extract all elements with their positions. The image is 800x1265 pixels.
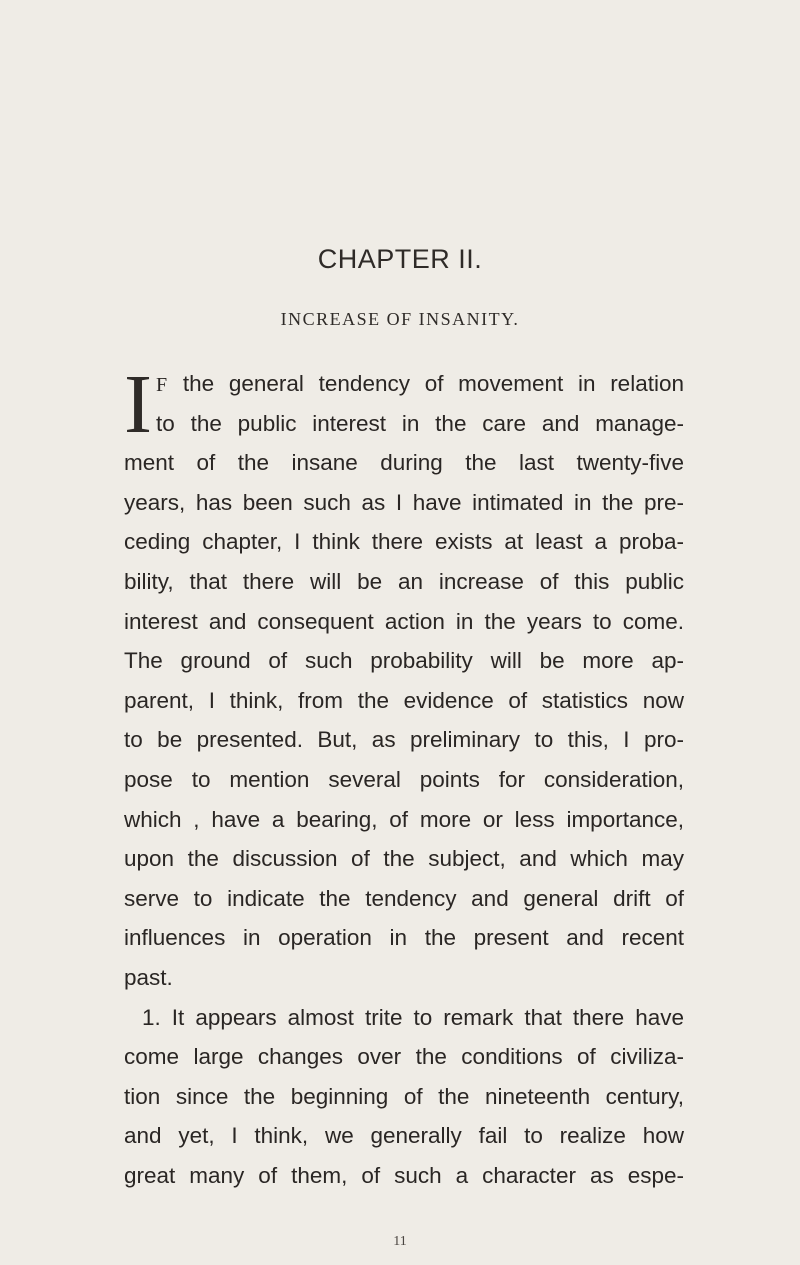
text-line: past.: [124, 964, 173, 990]
text-line: The ground of such probability will be more ap-: [124, 648, 684, 674]
chapter-subtitle: INCREASE OF INSANITY.: [280, 309, 520, 329]
text-line: ment of the insane during the last twenty-five: [124, 450, 684, 476]
text-line: to the public interest in the care and manage-: [156, 410, 684, 436]
text-line: years, has been such as I have intimated in the pre-: [124, 489, 684, 515]
text-line: interest and consequent action in the years to come.: [124, 608, 684, 634]
text-line: influences in operation in the present and recent: [124, 925, 684, 951]
page-number: 11: [393, 1234, 407, 1249]
text-line: ceding chapter, I think there exists at least a proba-: [124, 529, 684, 555]
text-line: upon the discussion of the subject, and which may: [124, 846, 684, 872]
text-line: and yet, I think, we generally fail to realize how: [124, 1123, 684, 1149]
text-line: tion since the beginning of the nineteenth century,: [124, 1083, 684, 1109]
text-line: great many of them, of such a character as espe-: [124, 1162, 684, 1188]
drop-cap: I: [124, 358, 152, 451]
text-line: parent, I think, from the evidence of statistics now: [124, 687, 684, 713]
text-line: to be presented. But, as preliminary to this, I pro-: [124, 727, 684, 753]
text-line: bility, that there will be an increase of this public: [124, 568, 684, 594]
text-line: come large changes over the conditions of civiliza-: [124, 1044, 684, 1070]
text-line: which , have a bearing, of more or less importance,: [124, 806, 684, 832]
text-line: 1. It appears almost trite to remark that there have: [142, 1004, 684, 1030]
drop-cap-rest: F: [156, 374, 169, 396]
chapter-title: CHAPTER II.: [317, 244, 483, 274]
text-line: serve to indicate the tendency and general drift of: [124, 885, 684, 911]
text-line: pose to mention several points for consideration,: [124, 766, 684, 792]
body-text: [124, 358, 684, 1195]
text-line: I F the general tendency of movement in relation: [124, 358, 684, 451]
